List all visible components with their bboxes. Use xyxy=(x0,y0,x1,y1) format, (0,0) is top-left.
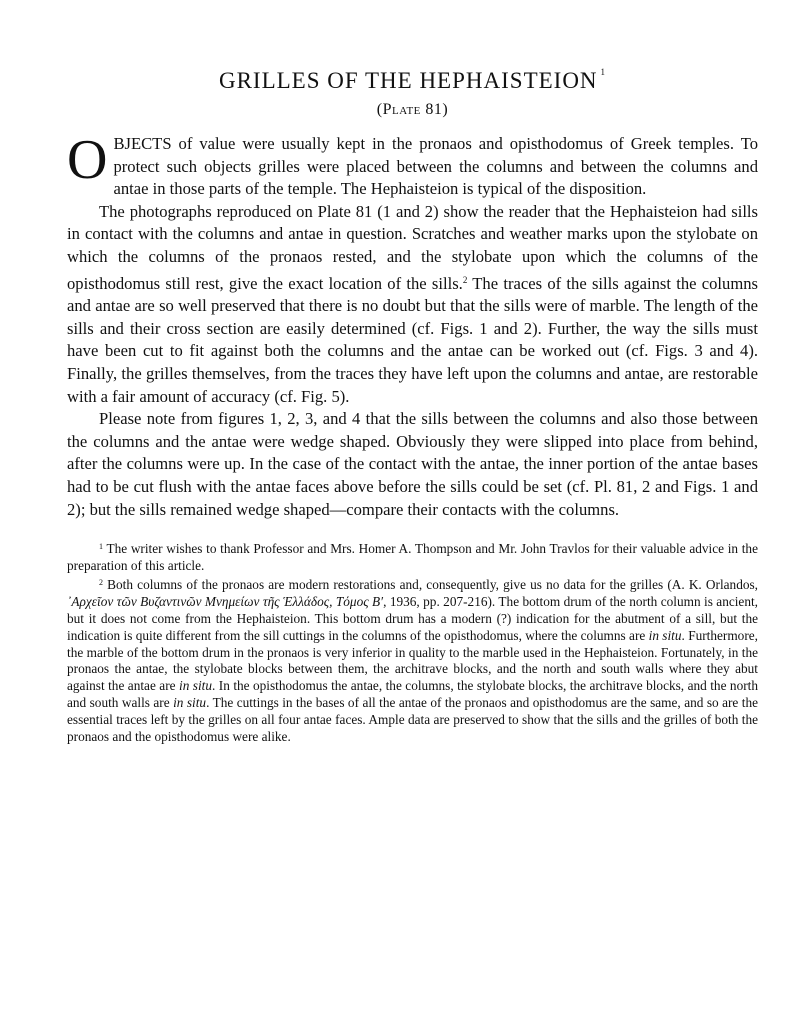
article-title xyxy=(67,56,758,97)
footnotes xyxy=(67,539,758,746)
in-situ-term-2: in situ xyxy=(179,678,213,694)
footnote-2-part-d: . In the opisthodomus the antae, the columns, the stylobate blocks, the architrave blocks, and the north and south walls are xyxy=(67,678,758,711)
plate-reference: (Plate 81) xyxy=(376,101,449,118)
drop-cap: O xyxy=(67,129,108,191)
title-text: GRILLES OF THE HEPHAISTEION xyxy=(218,68,598,93)
paragraph-3: Please note from figures 1, 2, 3, and 4 that the sills between the columns and also those between the columns and the antae were wedge shaped. Obviously they were slipped into place from behind, after the columns were up. In the case of the contact with the antae, the inner portion of the antae bases had to be cut flush with the antae faces above before the sills could be set (cf. Pl. 81, 2 and Figs. 1 and 2); but the sills remained wedge shaped—compare their contacts with the columns. xyxy=(67,409,758,519)
article-body xyxy=(67,129,758,521)
paragraph-2 xyxy=(67,201,758,408)
footnote-2 xyxy=(67,575,758,746)
footnote-2-mark[interactable]: 2 xyxy=(462,274,468,285)
paragraph-1 xyxy=(67,129,758,201)
paragraph-1-text: BJECTS of value were usually kept in the pronaos and opisthodomus of Greek temples. To protect such objects grilles were placed between the columns and between the columns and antae in those parts of the temple. The Hephaisteion is typical of the disposition. xyxy=(113,134,758,199)
footnote-2-part-b: , 1936, pp. 207-216). The bottom drum of the north column is ancient, but it does not come from the Hephaisteion. This bottom drum has a modern (?) indication for the abutment of a sill, but the indication is quite different from the sill cuttings in the columns of the opisthodomus, where the columns are xyxy=(67,593,759,643)
paragraph-2-part-b: The traces of the sills against the columns and antae are so well preserved that there is no doubt but that the sills were of marble. The length of the sills and their cross section are easily determined (cf. Figs. 1 and 2). Further, the way the sills must have been cut to fit against both the columns and the antae can be worked out (cf. Figs. 3 and 4). Finally, the grilles themselves, from the traces they have left upon the columns and antae, are restorable with a fair amount of accuracy (cf. Fig. 5). xyxy=(67,273,758,406)
footnote-2-part-e: . The cuttings in the bases of all the antae of the pronaos and opisthodomus are the same, and so are the essential traces left by the grilles on all four antae faces. Ample data are preserved to show that the sills and the grilles of both the pronaos and the opisthodomus were alike. xyxy=(67,695,758,745)
footnote-1-number: 1 xyxy=(99,542,103,552)
in-situ-term-1: in situ xyxy=(648,627,682,643)
title-footnote-mark[interactable]: 1 xyxy=(600,67,607,77)
paragraph-2-part-a: The photographs reproduced on Plate 81 (1 and 2) show the reader that the Hephaisteion had sills in contact with the columns and antae in question. Scratches and weather marks upon the stylobate on which the columns of the pronaos rested, and the stylobate upon which the columns of the opisthodomus still rest, give the exact location of the sills. xyxy=(67,201,758,293)
footnote-2-part-a: Both columns of the pronaos are modern restorations and, consequently, give us no data for the grilles (A. K. Orlandos, xyxy=(103,576,758,592)
article-page xyxy=(67,56,758,746)
footnote-2-part-c: . Furthermore, the marble of the bottom drum in the pronaos is very inferior in quality to the marble used in the Hephaisteion. Fortunately, in the pronaos the antae, the stylobate blocks between them, the architrave blocks, and the north and south walls where they abut against the antae are xyxy=(67,627,758,694)
footnote-1 xyxy=(67,539,758,575)
footnote-2-number: 2 xyxy=(99,577,103,587)
in-situ-term-3: in situ xyxy=(173,695,207,711)
greek-citation: ᾿Αρχεῖον τῶν Βυζαντινῶν Μνημείων τῆς Ἑλλάδος, Τόμος Β′ xyxy=(67,593,384,609)
footnote-1-text: The writer wishes to thank Professor and Mrs. Homer A. Thompson and Mr. John Travlos for their valuable advice in the preparation of this article. xyxy=(67,541,758,573)
